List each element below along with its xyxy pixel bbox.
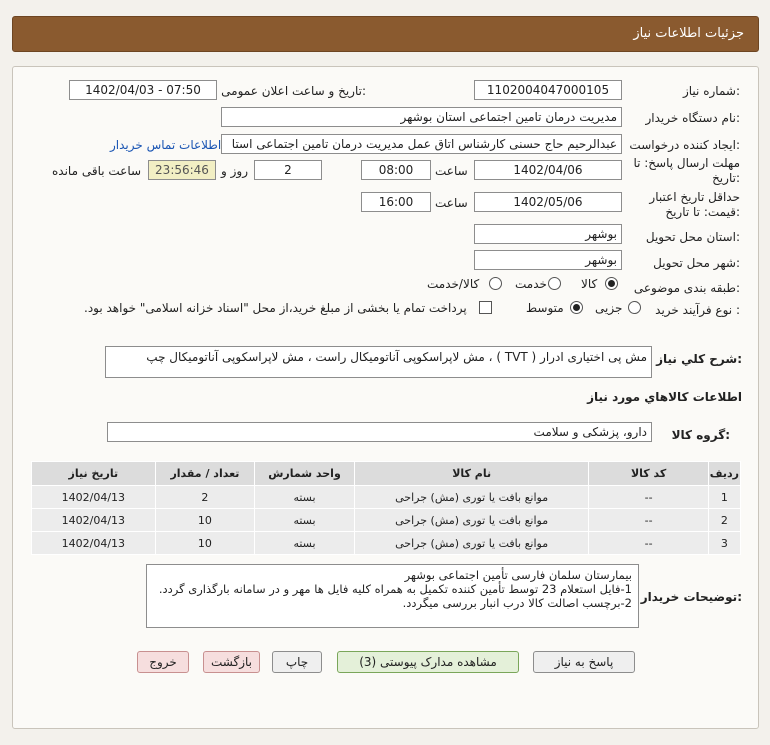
cell-date: 1402/04/13 [32,509,156,532]
validity-label-2: قیمت: تا تاریخ: [665,205,740,219]
cell-row: 1 [708,486,740,509]
announce-date-field[interactable]: 1402/04/03 - 07:50 [69,80,217,100]
process-radio-minor[interactable] [628,301,641,314]
cell-date: 1402/04/13 [32,486,156,509]
category-option-goods-service: کالا/خدمت [427,277,480,291]
cell-unit: بسته [255,486,355,509]
category-label: طبقه بندی موضوعی: [633,281,740,295]
days-label: روز و [221,164,248,178]
cell-quantity: 10 [155,509,255,532]
summary-label: شرح کلي نياز: [656,352,742,366]
buyer-org-field[interactable]: مدیریت درمان تامین اجتماعی استان بوشهر [221,107,622,127]
cell-code: -- [589,532,708,555]
cell-code: -- [589,509,708,532]
summary-field[interactable]: مش پی اختیاری ادرار ( TVT ) ، مش لاپراسکوپی آناتومیکال راست ، مش لاپراسکوپی آناتومیکال چپ [105,346,652,378]
reply-button[interactable]: پاسخ به نیاز [533,651,635,673]
cell-name: موانع بافت یا توری (مش) جراحی [354,509,589,532]
cell-code: -- [589,486,708,509]
cell-name: موانع بافت یا توری (مش) جراحی [354,532,589,555]
deadline-label: مهلت ارسال پاسخ: تا [633,156,740,170]
page-header [12,16,759,52]
province-field[interactable]: بوشهر [474,224,622,244]
col-row: ردیف [708,462,740,486]
treasury-payment-checkbox[interactable] [479,301,492,314]
table-row[interactable] [32,486,741,509]
deadline-label-2: تاریخ: [712,171,740,185]
buyer-org-label: نام دستگاه خریدار: [645,111,740,125]
goods-group-field[interactable]: دارو، پزشکی و سلامت [107,422,652,442]
buyer-contact-link[interactable]: اطلاعات تماس خریدار [110,138,222,152]
deadline-date-field[interactable]: 1402/04/06 [474,160,622,180]
category-radio-goods[interactable] [605,277,618,290]
need-number-label: شماره نیاز: [682,84,740,98]
remaining-time-label: ساعت باقی مانده [52,164,142,178]
page-title: جزئیات اطلاعات نیاز [633,26,744,41]
notes-line: بیمارستان سلمان فارسی تأمین اجتماعی بوشهر [404,568,632,582]
validity-date-field[interactable]: 1402/05/06 [474,192,622,212]
creator-field[interactable]: عبدالرحیم حاج حسنی کارشناس اتاق عمل مدیریت درمان تامین اجتماعی استا [221,134,622,154]
process-type-label: نوع فرآیند خرید : [655,303,740,317]
cell-row: 2 [708,509,740,532]
city-label: شهر محل تحویل: [653,256,740,270]
validity-label: حداقل تاریخ اعتبار [649,190,740,204]
buyer-notes-label: توضیحات خریدار: [640,590,742,604]
col-code: کد کالا [589,462,708,486]
cell-date: 1402/04/13 [32,532,156,555]
buyer-notes-box [146,564,639,628]
validity-time-label: ساعت [435,196,468,210]
cell-name: موانع بافت یا توری (مش) جراحی [354,486,589,509]
cell-unit: بسته [255,509,355,532]
notes-line: 1-فایل استعلام 23 توسط تأمین کننده تکمیل به همراه کلیه فایل ها مهر و در سامانه بارگذاری گردد. [158,582,632,596]
category-radio-goods-service[interactable] [489,277,502,290]
validity-time-field[interactable]: 16:00 [361,192,431,212]
need-number-field[interactable]: 1102004047000105 [474,80,622,100]
treasury-payment-note: پرداخت تمام یا بخشی از مبلغ خرید،از محل "اسناد خزانه اسلامی" خواهد بود. [84,301,467,315]
cell-quantity: 10 [155,532,255,555]
col-unit: واحد شمارش [255,462,355,486]
process-option-medium: متوسط [526,301,564,315]
print-button[interactable]: چاپ [272,651,322,673]
cell-row: 3 [708,532,740,555]
process-option-minor: جزیی [595,301,623,315]
exit-button[interactable]: خروج [137,651,189,673]
table-header-row [32,462,741,486]
announce-date-label: تاریخ و ساعت اعلان عمومی: [221,84,366,98]
province-label: استان محل تحویل: [645,230,740,244]
cell-unit: بسته [255,532,355,555]
category-option-goods: کالا [581,277,598,291]
table-row[interactable] [32,509,741,532]
deadline-time-field[interactable]: 08:00 [361,160,431,180]
notes-line: 2-برچسب اصالت کالا درب انبار بررسی میگردد. [402,596,632,610]
goods-table [31,461,741,555]
category-option-service: خدمت [515,277,547,291]
col-quantity: تعداد / مقدار [155,462,255,486]
category-radio-service[interactable] [548,277,561,290]
table-row[interactable] [32,532,741,555]
col-date: تاریخ نیاز [32,462,156,486]
process-radio-medium[interactable] [570,301,583,314]
goods-group-label: گروه کالا: [671,428,730,442]
creator-label: ایجاد کننده درخواست: [629,138,740,152]
view-attachments-button[interactable]: مشاهده مدارک پیوستی (3) [337,651,519,673]
goods-info-heading: اطلاعات کالاهاي مورد نياز [587,390,742,404]
city-field[interactable]: بوشهر [474,250,622,270]
days-remaining-field[interactable]: 2 [254,160,322,180]
col-name: نام کالا [354,462,589,486]
deadline-time-label: ساعت [435,164,468,178]
cell-quantity: 2 [155,486,255,509]
remaining-time-field: 23:56:46 [148,160,216,180]
back-button[interactable]: بازگشت [203,651,260,673]
